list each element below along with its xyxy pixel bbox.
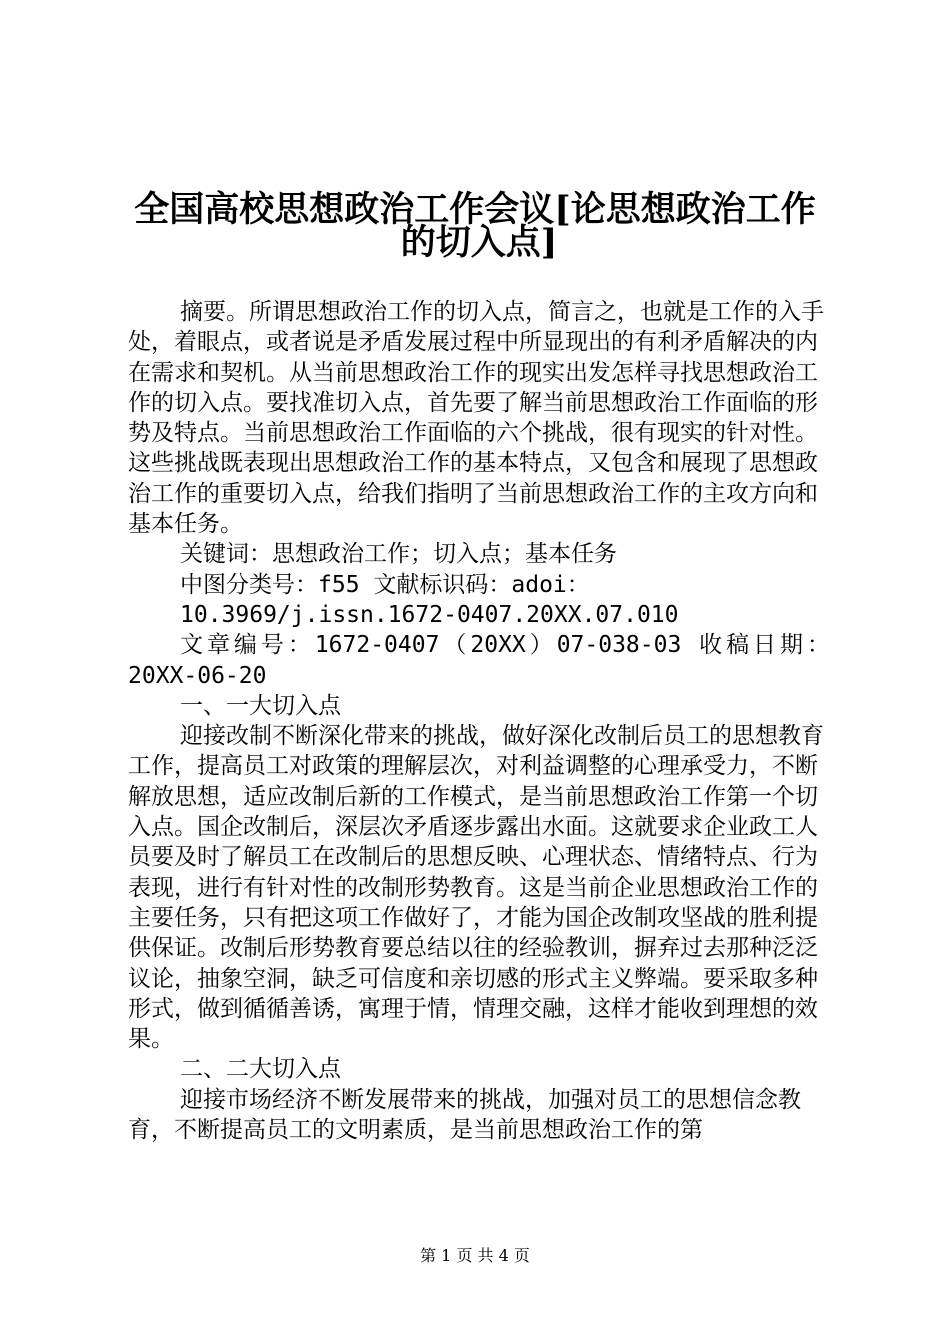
section1-heading: 一、一大切入点	[180, 692, 341, 719]
page-footer: 第 1 页 共 4 页	[420, 1246, 530, 1265]
document-body	[128, 297, 830, 1145]
doi-line: 10.3969/j.issn.1672-0407.20XX.07.010	[180, 601, 679, 628]
article-number-line: 文章编号：1672-0407（20XX）07-038-03 收稿日期：	[180, 632, 830, 659]
abstract-paragraph: 摘要。所谓思想政治工作的切入点，简言之，也就是工作的入手处，着眼点，或者说是矛盾发展过程中所显现出的有利矛盾解决的内在需求和契机。从当前思想政治工作的现实出发怎样寻找思想政治工作的切入点。要找准切入点，首先要了解当前思想政治工作面临的形势及特点。当前思想政治工作面临的六个挑战，很有现实的针对性。这些挑战既表现出思想政治工作的基本特点，又包含和展现了思想政治工作的重要切入点，给我们指明了当前思想政治工作的主攻方向和基本任务。	[128, 299, 824, 538]
document-title-line1: 全国高校思想政治工作会议[论思想政治工作	[134, 189, 816, 230]
classification-line: 中图分类号：f55 文献标识码：adoi：	[180, 571, 590, 598]
section1-paragraph: 迎接改制不断深化带来的挑战，做好深化改制后员工的思想教育工作，提高员工对政策的理解层次，对利益调整的心理承受力，不断解放思想，适应改制后新的工作模式，是当前思想政治工作第一个切入点。国企改制后，深层次矛盾逐步露出水面。这就要求企业政工人员要及时了解员工在改制后的思想反映、心理状态、情绪特点、行为表现，进行有针对性的改制形势教育。这是当前企业思想政治工作的主要任务，只有把这项工作做好了，才能为国企改制攻坚战的胜利提供保证。改制后形势教育要总结以往的经验教训，摒弃过去那种泛泛议论，抽象空洞，缺乏可信度和亲切感的形式主义弊端。要采取多种形式，做到循循善诱，寓理于情，情理交融，这样才能收到理想的效果。	[128, 723, 824, 1053]
received-date-line: 20XX-06-20	[128, 662, 267, 689]
section2-heading: 二、二大切入点	[180, 1056, 341, 1083]
keywords-line: 关键词：思想政治工作；切入点；基本任务	[180, 541, 617, 568]
document-title-line2	[0, 221, 950, 265]
section2-paragraph: 迎接市场经济不断发展带来的挑战，加强对员工的思想信念教育，不断提高员工的文明素质，是当前思想政治工作的第	[128, 1086, 801, 1144]
document-title-line2-text: 的切入点]	[400, 222, 558, 263]
